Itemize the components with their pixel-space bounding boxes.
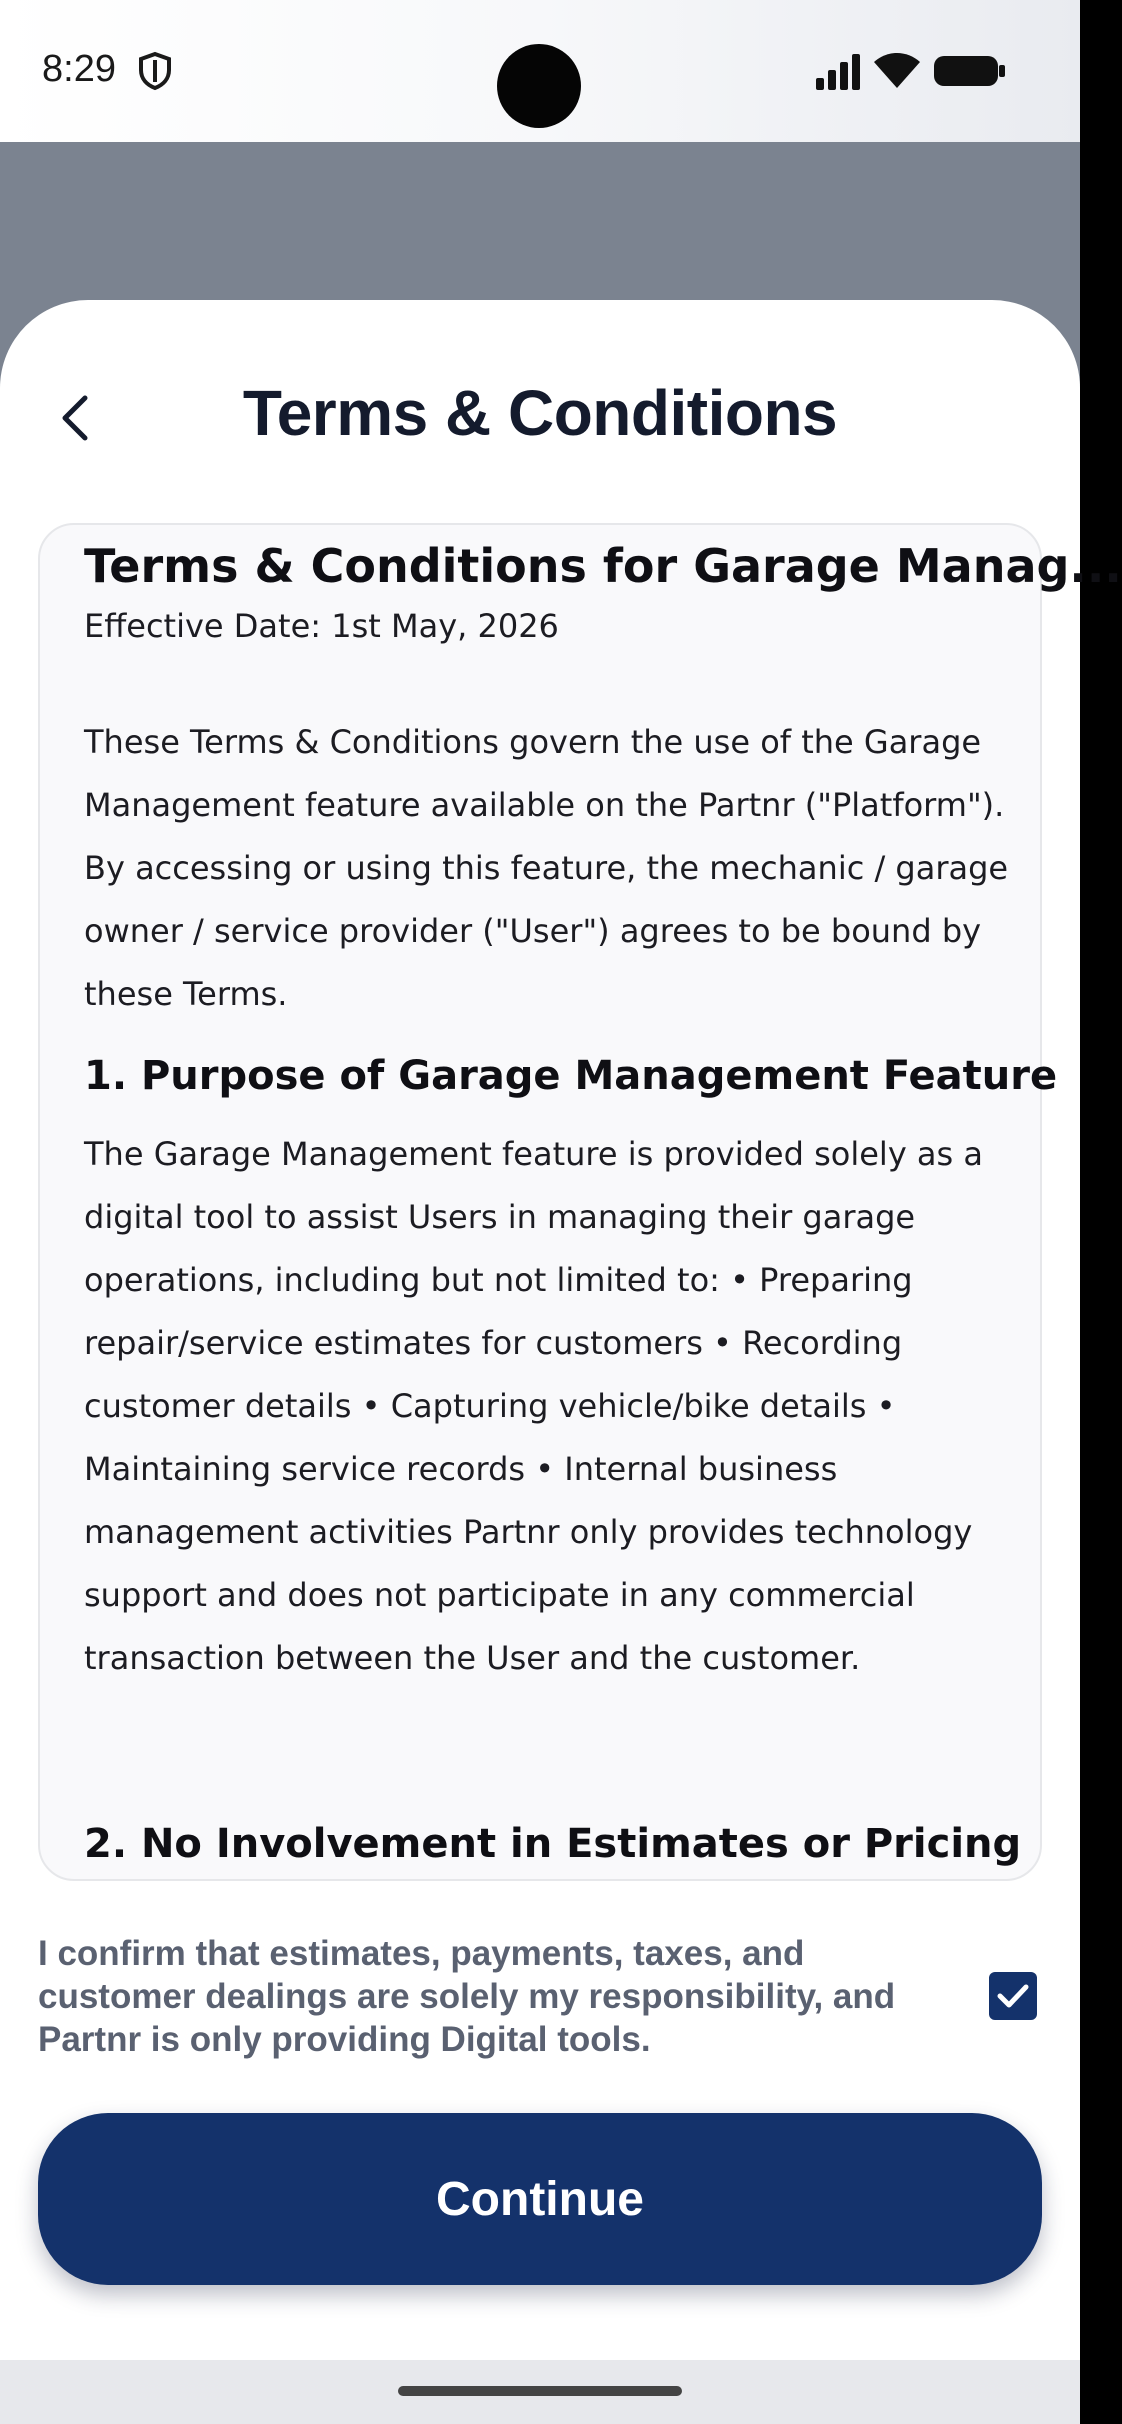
continue-button[interactable]: Continue — [38, 2113, 1042, 2285]
status-bar — [0, 0, 1080, 142]
status-time: 8:29 — [42, 48, 116, 90]
effective-date: Effective Date: 1st May, 2026 — [84, 607, 559, 645]
section-heading: 2. No Involvement in Estimates or Pricing — [84, 1821, 1022, 1867]
confirmation-text: I confirm that estimates, payments, taxes, and customer dealings are solely my responsibility, and Partnr is only providing Digital tools. — [38, 1934, 896, 2059]
section-heading: 1. Purpose of Garage Management Feature — [84, 1053, 1058, 1099]
page-title: Terms & Conditions — [242, 377, 838, 449]
signal-icon — [814, 54, 862, 90]
front-camera — [497, 44, 581, 128]
shield-icon — [138, 52, 172, 90]
intro-paragraph: These Terms & Conditions govern the use of the Garage Management feature available on the Partnr ("Platform"). By accessing or using this feature, the mechanic / garage owner / service provider ("User") agrees to be bound by these Terms. — [84, 723, 1009, 1013]
section-body: The Garage Management feature is provided solely as a digital tool to assist Users in managing their garage operations, including but not limited to: • Preparing repair/service estimates for customers • Recording customer details • Capturing vehicle/bike details • Maintaining service records • Internal business management activities Partnr only provides technology support and does not participate in any commercial transaction between the User and the customer. — [84, 1135, 983, 1677]
confirmation-checkbox[interactable] — [989, 1972, 1037, 2020]
battery-icon — [934, 54, 1006, 88]
wifi-icon — [872, 50, 922, 90]
terms-sheet — [0, 300, 1122, 2360]
terms-scroll-box[interactable] — [38, 523, 1122, 1881]
doc-title: Terms & Conditions for Garage Manag... — [84, 539, 1122, 593]
home-indicator[interactable] — [398, 2386, 682, 2396]
checkmark-icon — [996, 1982, 1030, 2010]
